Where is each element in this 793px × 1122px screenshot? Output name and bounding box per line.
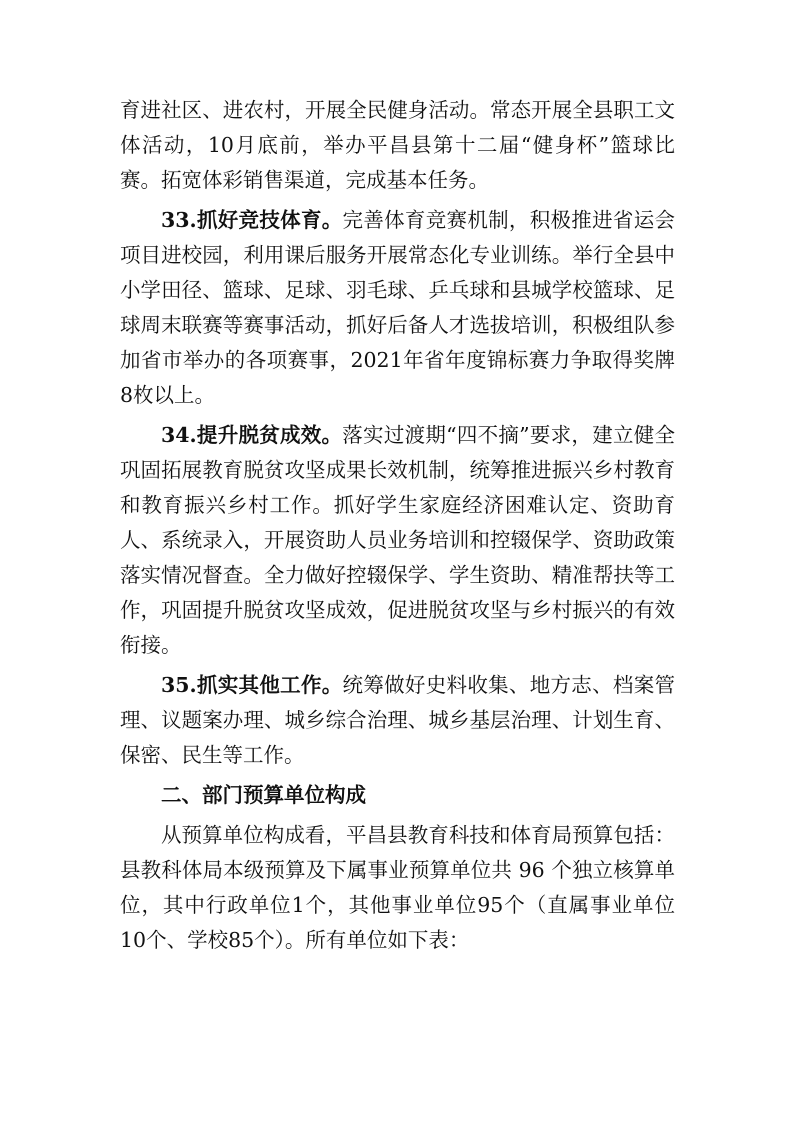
paragraph-item-33	[120, 203, 675, 413]
document-body	[120, 93, 675, 963]
item-lead-34: 34.提升脱贫成效。	[161, 423, 343, 447]
section-heading: 二、部门预算单位构成	[161, 783, 366, 807]
paragraph-budget-units	[120, 818, 675, 958]
paragraph-text: 完善体育竞赛机制，积极推进省运会项目进校园，利用课后服务开展常态化专业训练。举行全县中小学田径、篮球、足球、羽毛球、乒乓球和县城学校篮球、足球周末联赛等赛事活动，抓好后备人才选拔培训，积极组队参加省市举办的各项赛事，2021年省年度锦标赛力争取得奖牌8枚以上。	[120, 208, 675, 407]
paragraph-text: 落实过渡期“四不摘”要求，建立健全巩固拓展教育脱贫攻坚成果长效机制，统筹推进振兴乡村教育和教育振兴乡村工作。抓好学生家庭经济困难认定、资助育人、系统录入，开展资助人员业务培训和控辍保学、资助政策落实情况督查。全力做好控辍保学、学生资助、精准帮扶等工作，巩固提升脱贫攻坚成效，促进脱贫攻坚与乡村振兴的有效衔接。	[120, 423, 675, 657]
paragraph-item-35	[120, 668, 675, 773]
paragraph-text: 从预算单位构成看，平昌县教育科技和体育局预算包括：县教科体局本级预算及下属事业预算单位共 96 个独立核算单位，其中行政单位1个，其他事业单位95个（直属事业单位10个、学校85个）。所有单位如下表：	[120, 823, 675, 952]
paragraph-item-34	[120, 418, 675, 663]
item-lead-35: 35.抓实其他工作。	[161, 673, 343, 697]
paragraph-continued	[120, 93, 675, 198]
paragraph-text: 统筹做好史料收集、地方志、档案管理、议题案办理、城乡综合治理、城乡基层治理、计划生育、保密、民生等工作。	[120, 673, 675, 767]
item-lead-33: 33.抓好竞技体育。	[161, 208, 343, 232]
paragraph-text: 育进社区、进农村，开展全民健身活动。常态开展全县职工文体活动，10月底前，举办平昌县第十二届“健身杯”篮球比赛。拓宽体彩销售渠道，完成基本任务。	[120, 98, 675, 192]
